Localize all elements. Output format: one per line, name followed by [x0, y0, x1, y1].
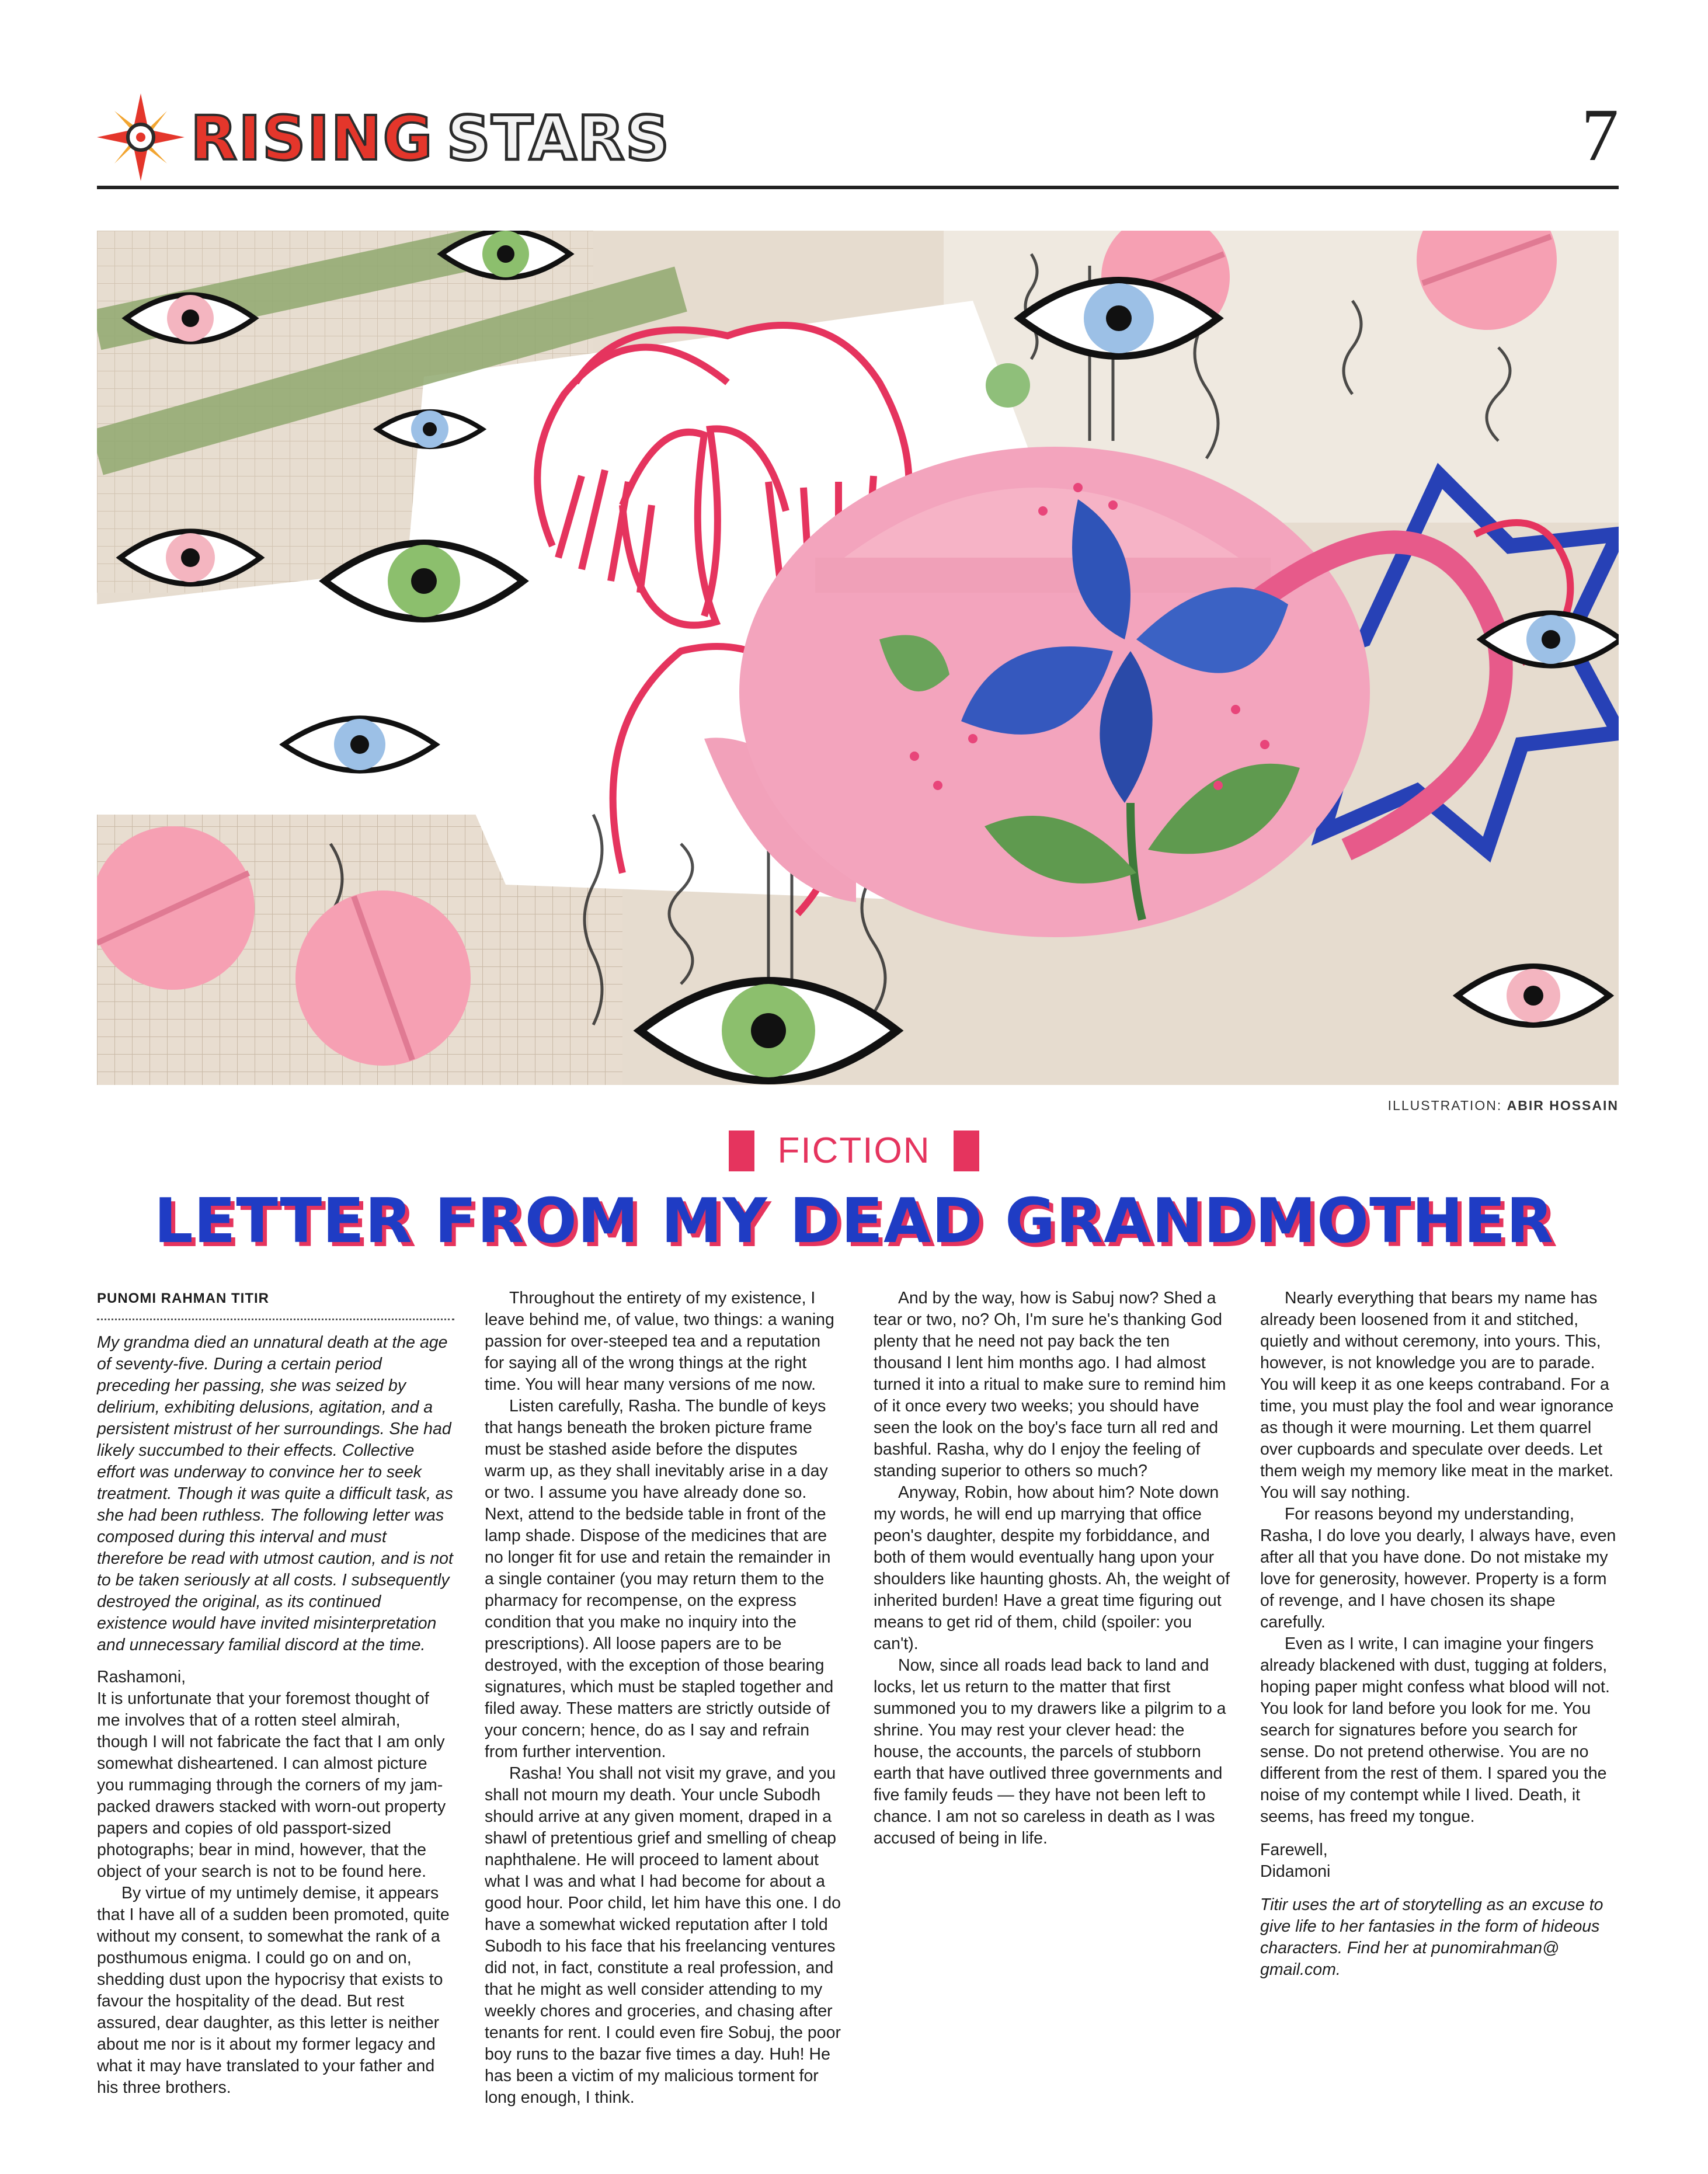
section-title	[190, 103, 670, 173]
masthead-rule	[97, 186, 1619, 189]
article-column-3	[874, 1288, 1231, 1849]
kicker-bar-right	[954, 1131, 979, 1171]
article-column-4	[1260, 1288, 1617, 1981]
credit-label: ILLUSTRATION:	[1387, 1098, 1502, 1113]
article-column-2	[485, 1288, 842, 2109]
kicker	[0, 1130, 1708, 1177]
byline-rule	[97, 1319, 454, 1320]
paragraph: Nearly everything that bears my name has already been loosened from it and stitched, quietly and without ceremony, into yours. This, however, is not knowledge you are to parade. You will keep it as one keeps contraband. For a time, you must play the fool and wear ignorance as though it were mourning. Let them quarrel over cupboards and speculate over deeds. Let them weigh my memory like meat in the market. You will say nothing.	[1260, 1289, 1614, 1502]
signature: Didamoni	[1260, 1862, 1331, 1881]
masthead	[97, 88, 1619, 187]
page-number: 7	[1581, 93, 1619, 176]
kicker-label: FICTION	[777, 1131, 931, 1171]
paragraph: For reasons beyond my understanding, Rasha, I do love you dearly, I always have, even after all that you have done. Do not mistake my love for generosity, however. Property is a form of revenge, and I have chosen its shape carefully.	[1260, 1505, 1616, 1632]
paragraph: By virtue of my untimely demise, it appears that I have all of a sudden been promoted, quite without my consent, to somewhat the rank of a posthumous enigma. I could go on and on, shedding dust upon the hypocrisy that exists to favour the hospitality of the dead. But rest assured, dear daughter, as this letter is neither about me nor is it about my former legacy and what it may have translated to your father and his three brothers.	[97, 1884, 450, 2097]
collage-artwork	[97, 231, 1619, 1085]
paragraph: Now, since all roads lead back to land and locks, let us return to the matter that first summoned you to my drawers like a pilgrim to a shrine. You may rest your clever head: the house, the accounts, the parcels of stubborn earth that have outlived three governments and five family feuds — they have not been left to chance. I am not so careless in death as I was accused of being in life.	[874, 1656, 1226, 1848]
paragraph: And by the way, how is Sabuj now? Shed a tear or two, no? Oh, I'm sure he's thanking God plenty that he need not pay back the ten thousand I lent him months ago. I had almost turned it into a ritual to make sure to remind him of it once every two weeks; you should have seen the look on the boy's face turn all red and bashful. Rasha, why do I enjoy the feeling of standing superior to others so much?	[874, 1289, 1226, 1480]
paragraph: Even as I write, I can imagine your fingers already blackened with dust, tugging at folders, hoping paper might confess what blood will not. You look for land before you look for me. You search for signatures before you search for sense. Do not pretend otherwise. You are no different from the rest of them. I spared you the noise of my contempt while I lived. Death, it seems, has freed my tongue.	[1260, 1634, 1610, 1826]
paragraph: Throughout the entirety of my existence, I leave behind me, of value, two things: a waning passion for over-steeped tea and a reputation for saying all of the wrong things at the right time. You will hear many versions of me now.	[485, 1289, 834, 1394]
paragraph: It is unfortunate that your foremost thought of me involves that of a rotten steel almirah, though I will not fabricate the fact that I am only somewhat disheartened. I can almost picture you rummaging through the corners of my jam-packed drawers stacked with worn-out property papers and copies of old passport-sized photographs; bear in mind, however, that the object of your search is not to be found here.	[97, 1689, 446, 1881]
illustration	[97, 231, 1619, 1085]
byline: PUNOMI RAHMAN TITIR	[97, 1291, 269, 1306]
salutation: Rashamoni,	[97, 1668, 186, 1686]
credit-name: ABIR HOSSAIN	[1507, 1098, 1619, 1113]
article-column-1	[97, 1288, 454, 2099]
kicker-bar-left	[729, 1131, 754, 1171]
paragraph: Rasha! You shall not visit my grave, and you shall not mourn my death. Your uncle Subodh should arrive at any given moment, draped in a shawl of pretentious grief and smelling of cheap naphthalene. He will proceed to lament about what I was and what I had become for about a good hour. Poor child, let him have this one. I do have a somewhat wicked reputation after I told Subodh to his face that his freelancing ventures did not, in fact, constitute a real profession, and that he might as well consider attending to my weekly chores and groceries, and chasing after tenants for rent. I could even fire Sobuj, the poor boy runs to the bazar five times a day. Huh! He has been a victim of my malicious torment for long enough, I think.	[485, 1764, 841, 2107]
author-bio: Titir uses the art of storytelling as an excuse to give life to her fantasies in the form of hideous characters. Find her at punomirahman@ gmail.com.	[1260, 1895, 1603, 1979]
intro-note	[97, 1332, 454, 1656]
signoff: Farewell,	[1260, 1841, 1328, 1859]
paragraph: Listen carefully, Rasha. The bundle of keys that hangs beneath the broken picture frame must be stashed aside before the disputes warm up, as they shall inevitably arise in a day or two. I assume you have already done so. Next, attend to the bedside table in front of the lamp shade. Dispose of the medicines that are no longer fit for use and retain the remainder in a single container (you may return them to the pharmacy for recompense, on the express condition that you make no inquiry into the prescriptions). All loose papers are to be destroyed, with the exception of those bearing signatures, which must be stapled together and filed away. These matters are strictly outside of your concern; hence, do as I say and refrain from further intervention.	[485, 1397, 834, 1761]
section-title-stars: STARS	[446, 103, 671, 174]
section-title-rising: RISING	[190, 103, 434, 174]
paragraph: Anyway, Robin, how about him? Note down my words, he will end up marrying that office peon's daughter, despite my forbiddance, and both of them would eventually hang upon your shoulders like haunting ghosts. Ah, the weight of inherited burden! Have a great time figuring out means to get rid of them, child (spoiler: you can't).	[874, 1483, 1230, 1653]
illustration-credit	[1388, 1098, 1619, 1114]
compass-star-icon	[97, 93, 185, 181]
intro-text: My grandma died an unnatural death at the age of seventy-five. During a certain period preceding her passing, she was seized by delirium, exhibiting delusions, agitation, and a persistent mistrust of her surroundings. She had likely succumbed to their effects. Collective effort was underway to convince her to seek treatment. Though it was quite a difficult task, as she had been ruthless. The following letter was composed during this interval and must therefore be read with utmost caution, and is not to be taken seriously at all costs. I subsequently destroyed the original, as its continued existence would have invited misinterpretation and unnecessary familial discord at the time.	[97, 1333, 453, 1654]
headline: LETTER FROM MY DEAD GRANDMOTHER	[154, 1185, 1554, 1257]
